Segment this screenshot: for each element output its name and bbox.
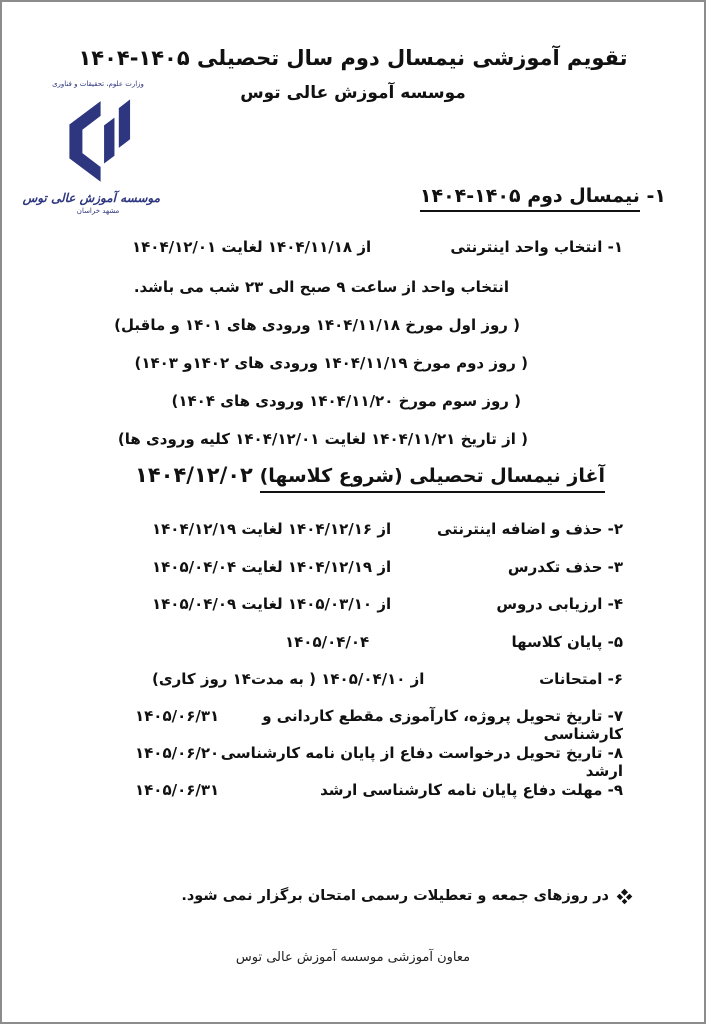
calendar-row-course-selection bbox=[2, 238, 704, 256]
document-title bbox=[2, 46, 704, 70]
ministry-caption: وزارت علوم، تحقیقات و فناوری bbox=[52, 80, 144, 88]
row-dates: ۱۴۰۵/۰۶/۳۱ bbox=[135, 707, 220, 725]
selection-day2-note: ( روز دوم مورخ ۱۴۰۴/۱۱/۱۹ ورودی های ۱۴۰۲و ۱۴۰۳) bbox=[134, 354, 528, 372]
row-dates: از ۱۴۰۴/۱۱/۱۸ لغایت ۱۴۰۴/۱۲/۰۱ bbox=[132, 238, 372, 256]
signature-line: معاون آموزشی موسسه آموزش عالی توس bbox=[235, 950, 471, 965]
row-dates: از ۱۴۰۴/۱۲/۱۶ لغایت ۱۴۰۴/۱۲/۱۹ bbox=[152, 520, 392, 538]
calendar-row-defense-request bbox=[2, 744, 704, 780]
diamond-bullet-icon bbox=[617, 888, 633, 904]
calendar-row-classes-end bbox=[2, 633, 704, 651]
row-label: ۷- تاریخ تحویل پروژه، کارآموزی مقطع کاردانی و کارشناسی bbox=[262, 707, 623, 743]
row-dates: از ۱۴۰۴/۱۲/۱۹ لغایت ۱۴۰۵/۰۴/۰۴ bbox=[152, 558, 392, 576]
semester-start-row bbox=[2, 463, 704, 493]
exam-holiday-footnote bbox=[181, 888, 630, 904]
section-heading-text: نیمسال دوم bbox=[527, 185, 640, 207]
row-label: ۹- مهلت دفاع پایان نامه کارشناسی ارشد bbox=[320, 781, 623, 799]
header-title-block bbox=[2, 46, 704, 103]
row-dates: از ۱۴۰۵/۰۴/۱۰ ( به مدت۱۴ روز کاری) bbox=[152, 670, 425, 688]
document-subtitle: موسسه آموزش عالی توس bbox=[240, 83, 466, 103]
selection-day3-note: ( روز سوم مورخ ۱۴۰۴/۱۱/۲۰ ورودی های ۱۴۰۴) bbox=[171, 392, 521, 410]
calendar-row-course-evaluation bbox=[2, 595, 704, 613]
selection-hours-note: انتخاب واحد از ساعت ۹ صبح الی ۲۳ شب می باشد. bbox=[133, 278, 509, 296]
row-label: ۳- حذف تکدرس bbox=[507, 558, 623, 576]
section-heading bbox=[420, 185, 666, 207]
row-label: ۸- تاریخ تحویل درخواست دفاع از پایان نامه کارشناسی ارشد bbox=[220, 744, 623, 780]
section-heading-underlined bbox=[420, 185, 640, 212]
document-title-years: ۱۴۰۴-۱۴۰۵ bbox=[78, 46, 190, 70]
row-label: ۴- ارزیابی دروس bbox=[496, 595, 623, 613]
row-label: ۵- پایان کلاسها bbox=[511, 633, 623, 651]
row-dates: ۱۴۰۵/۰۶/۳۱ bbox=[135, 781, 220, 799]
calendar-row-add-drop bbox=[2, 520, 704, 538]
row-dates: ۱۴۰۵/۰۶/۲۰ bbox=[135, 744, 220, 762]
institute-location-caption: مشهد خراسان bbox=[76, 207, 120, 215]
calendar-row-exams bbox=[2, 670, 704, 688]
section-heading-years: ۱۴۰۴-۱۴۰۵ bbox=[419, 185, 521, 207]
row-label: ۲- حذف و اضافه اینترنتی bbox=[437, 520, 623, 538]
row-label: ۶- امتحانات bbox=[539, 670, 623, 688]
section-number: ۱- bbox=[646, 185, 666, 207]
row-label: ۱- انتخاب واحد اینترنتی bbox=[450, 238, 623, 256]
semester-start-date: ۱۴۰۴/۱۲/۰۲ bbox=[135, 463, 253, 487]
semester-start-label: آغاز نیمسال تحصیلی (شروع کلاسها) bbox=[260, 465, 605, 493]
footnote-text: در روزهای جمعه و تعطیلات رسمی امتحان برگزار نمی شود. bbox=[181, 888, 609, 904]
calendar-row-thesis-defense-deadline bbox=[2, 781, 704, 799]
calendar-row-project-delivery bbox=[2, 707, 704, 743]
document-title-text: تقویم آموزشی نیمسال دوم سال تحصیلی bbox=[197, 46, 628, 70]
institute-emblem-icon bbox=[59, 95, 137, 187]
row-dates: از ۱۴۰۵/۰۳/۱۰ لغایت ۱۴۰۵/۰۴/۰۹ bbox=[152, 595, 392, 613]
row-dates: ۱۴۰۵/۰۴/۰۴ bbox=[285, 633, 370, 651]
institute-name-calligraphy: موسسه آموزش عالی توس bbox=[22, 191, 160, 205]
calendar-row-single-course-drop bbox=[2, 558, 704, 576]
selection-day1-note: ( روز اول مورخ ۱۴۰۴/۱۱/۱۸ ورودی های ۱۴۰۱ و ماقبل) bbox=[114, 316, 520, 334]
selection-all-entries-note: ( از تاریخ ۱۴۰۴/۱۱/۲۱ لغایت ۱۴۰۴/۱۲/۰۱ کلیه ورودی ها) bbox=[117, 430, 528, 448]
